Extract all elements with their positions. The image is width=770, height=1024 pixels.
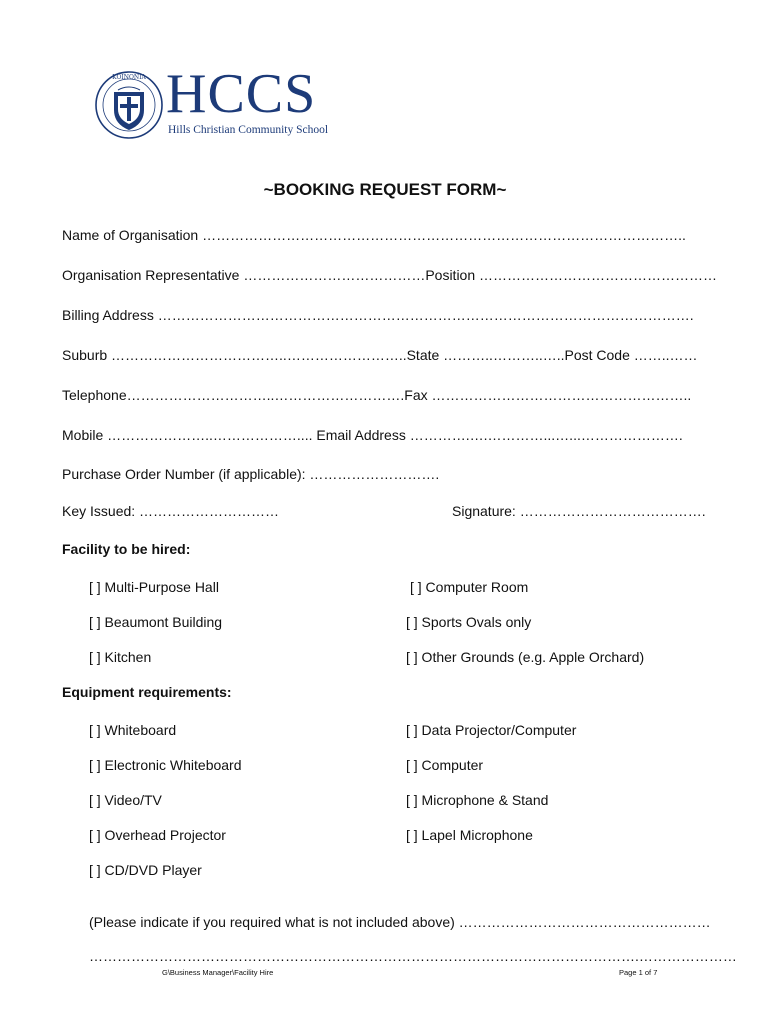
purchase-order-field[interactable]: Purchase Order Number (if applicable): ………………………. [62,466,440,482]
facility-heading: Facility to be hired: [62,541,191,557]
school-brand-name: HCCS [166,63,317,125]
billing-address-field[interactable]: Billing Address ……………………………………………………………………………………………………. [62,307,694,323]
other-requirements-field[interactable]: (Please indicate if you required what is not included above) ……………………………………………… [89,914,711,930]
mobile-email-field[interactable]: Mobile …………………..……………….... Email Address ………….….…………...…...…………………. [62,427,683,443]
other-requirements-line[interactable]: ……………………………………………………………………………………………………….………………… [89,948,737,964]
equipment-option-microphone-stand[interactable]: [ ] Microphone & Stand [406,792,549,808]
form-title: ~BOOKING REQUEST FORM~ [263,180,507,199]
facility-option-kitchen[interactable]: [ ] Kitchen [89,649,152,665]
equipment-option-electronic-whiteboard[interactable]: [ ] Electronic Whiteboard [89,757,242,773]
crest-arc-text: KOINONIA [112,74,146,81]
telephone-fax-field[interactable]: Telephone…………………………..……………………….Fax ……………………………………………….. [62,387,692,403]
equipment-option-overhead-projector[interactable]: [ ] Overhead Projector [89,827,226,843]
facility-option-computer-room[interactable]: [ ] Computer Room [410,579,529,595]
facility-option-other-grounds[interactable]: [ ] Other Grounds (e.g. Apple Orchard) [406,649,645,665]
equipment-option-video-tv[interactable]: [ ] Video/TV [89,792,162,808]
key-issued-field[interactable]: Key Issued: ………………………… [62,503,280,519]
equipment-heading: Equipment requirements: [62,684,232,700]
facility-option-beaumont-building[interactable]: [ ] Beaumont Building [89,614,223,630]
facility-option-sports-ovals[interactable]: [ ] Sports Ovals only [406,614,532,630]
equipment-option-data-projector[interactable]: [ ] Data Projector/Computer [406,722,577,738]
school-tagline: Hills Christian Community School [168,124,329,136]
footer-file-path: G\Business Manager\Facility Hire [162,968,274,977]
equipment-option-lapel-microphone[interactable]: [ ] Lapel Microphone [406,827,533,843]
suburb-state-postcode-field[interactable]: Suburb ………………………………..……………………..State ………..………..…..Post Code ……..…… [62,347,698,363]
facility-option-multipurpose-hall[interactable]: [ ] Multi-Purpose Hall [89,579,219,595]
equipment-option-cd-dvd-player[interactable]: [ ] CD/DVD Player [89,862,202,878]
representative-position-field[interactable]: Organisation Representative …………………………………Position …………………………………………… [62,267,718,283]
signature-field[interactable]: Signature: …………………………………. [452,503,706,519]
organisation-name-field[interactable]: Name of Organisation ………………………………………………………………………………………….. [62,227,686,243]
equipment-option-whiteboard[interactable]: [ ] Whiteboard [89,722,177,738]
equipment-option-computer[interactable]: [ ] Computer [406,757,484,773]
school-crest-logo [94,70,164,140]
footer-page-number: Page 1 of 7 [619,968,658,977]
